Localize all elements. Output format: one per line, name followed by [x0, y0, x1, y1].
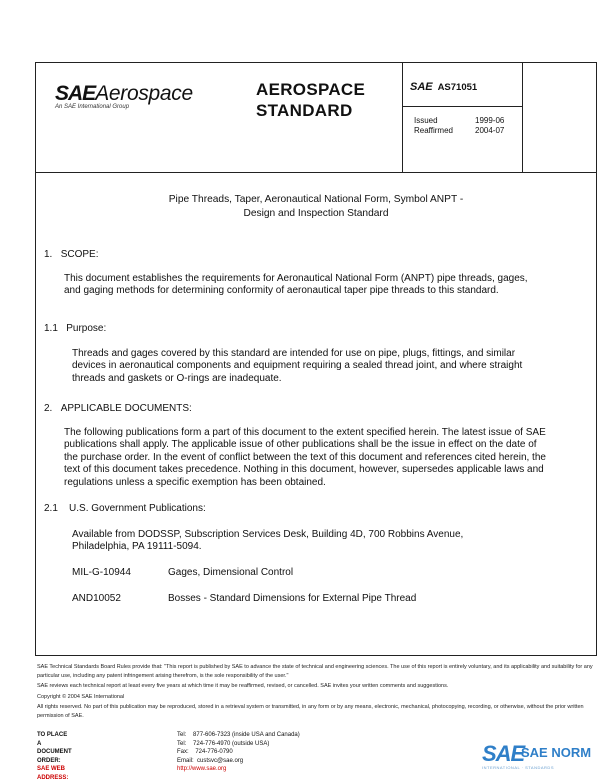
header-divider [35, 172, 597, 173]
issue-dates: Issued 1999-06 Reaffirmed 2004-07 [414, 116, 505, 135]
logo-word: Aerospace [95, 82, 193, 105]
section-1-text: This document establishes the requirements for Aeronautical National Form (ANPT) pipe threads, gages, and gaging methods for determining conformity of aeronautical taper pipe threads to this standard. [64, 273, 528, 297]
sae-norm-watermark-logo: SAE SAE NORM INTERNATIONAL · STANDARDS [482, 741, 592, 770]
section-1-1-text: Threads and gages covered by this standard are intended for use on pipe, plugs, fittings, and similar devices in aeronautical components and equipment requiring a sealed thread joint, and where straight threads and gaskets or O-rings are inadequate. [72, 348, 523, 384]
section-1-1-heading: 1.1 Purpose: [44, 323, 107, 334]
logo-subtitle: An SAE International Group [55, 104, 130, 110]
standard-type-title: AEROSPACE STANDARD [256, 80, 366, 120]
logo-brand: SAE [55, 82, 96, 105]
web-address-link[interactable]: http://www.sae.org [177, 766, 227, 772]
legal-footer: SAE Technical Standards Board Rules provide that: "This report is published by SAE to advance the state of technical and engineering sciences. The use of this report is entirely voluntary, and its applicability and suitability for any particular use, including any patent infringement arising therefrom, is the sole responsibility of the user." SAE reviews each technical report at least every five years at which time it may be reaffirmed, revised, or cancelled. SAE invites your written comments and suggestions. Copyright © 2004 SAE International All rights reserved. No part of this publication may be reproduced, stored in a retrieval system or transmitted, in any form or by any means, electronic, mechanical, photocopying, recording, or otherwise, without the prior written permission of SAE. [37, 664, 593, 719]
section-2-1-heading: 2.1 U.S. Government Publications: [44, 503, 206, 514]
section-2-1-text: Available from DODSSP, Subscription Services Desk, Building 4D, 700 Robbins Avenue, Philadelphia, PA 19111-5094. [72, 529, 464, 553]
reference-row: AND10052 Bosses - Standard Dimensions for External Pipe Thread [72, 593, 417, 604]
document-title: Pipe Threads, Taper, Aeronautical National Form, Symbol ANPT - Design and Inspection Standard [168, 194, 464, 219]
reference-row: MIL-G-10944 Gages, Dimensional Control [72, 567, 294, 578]
section-1-heading: 1. SCOPE: [44, 249, 99, 260]
web-address-label: SAE WEB ADDRESS: [37, 766, 69, 781]
section-2-heading: 2. APPLICABLE DOCUMENTS: [44, 403, 192, 414]
docbox-divider [402, 106, 523, 107]
section-2-text: The following publications form a part of this document to the extent specified herein. The latest issue of SAE publications shall apply. The applicable issue of other publications shall be the issue in effect on the date of the purchase order. In the event of conflict between the text of this document and references cited herein, the text of this document takes precedence. Nothing in this document, however, supersedes applicable laws and regulations unless a specific exemption has been obtained. [64, 427, 546, 488]
document-number: SAE AS71051 [410, 81, 478, 93]
sae-aerospace-logo [55, 84, 215, 110]
